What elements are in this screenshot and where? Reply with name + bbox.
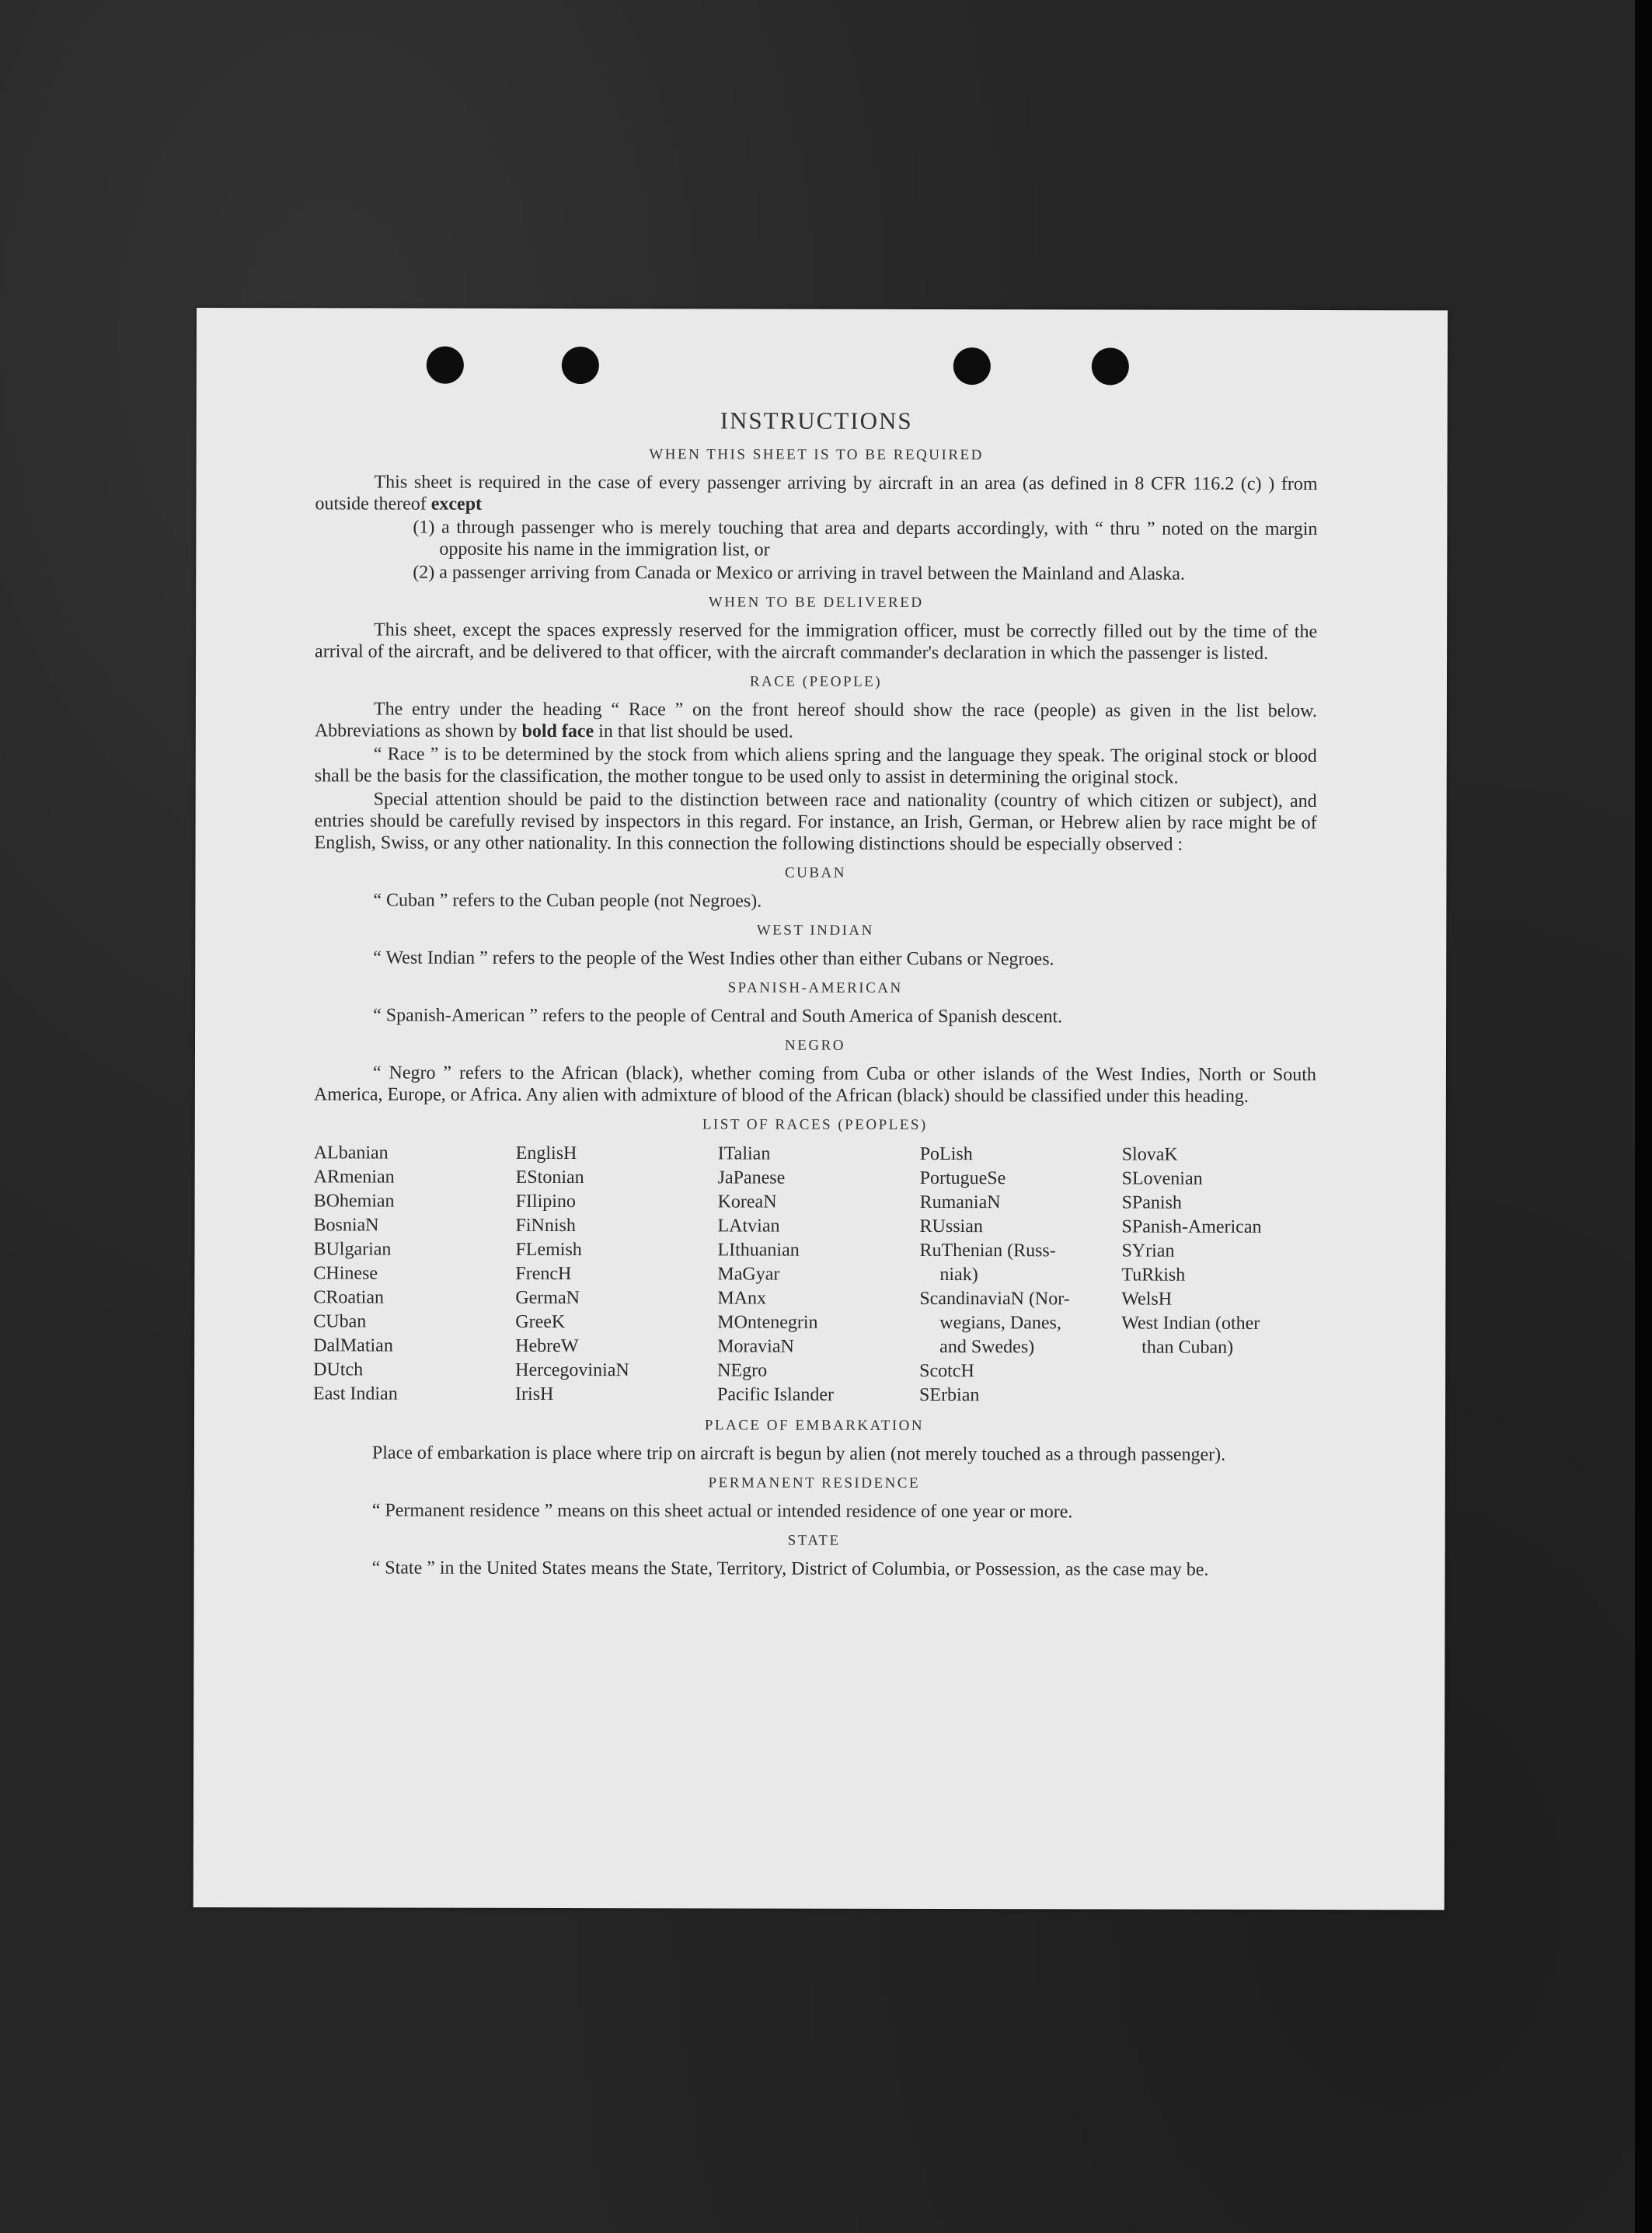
punch-hole	[427, 347, 464, 384]
race-entry: ScandinaviaN (Nor-	[919, 1288, 1070, 1310]
race-entry: Pacific Islander	[717, 1384, 835, 1405]
document-page	[193, 308, 1448, 1910]
races-table	[313, 1141, 1316, 1408]
race-entry: IrisH	[515, 1383, 554, 1404]
race-entry: CRoatian	[313, 1287, 385, 1308]
section-heading-embarkation: PLACE OF EMBARKATION	[704, 1417, 925, 1434]
instructions-body	[313, 406, 1318, 1582]
west-indian-text: “ West Indian ” refers to the people of the West Indies other than either Cubans or Negroes.	[373, 947, 1054, 970]
permanent-residence-text: “ Permanent residence ” means on this sheet actual or intended residence of one year or more.	[371, 1500, 1073, 1523]
race-entry: BosniaN	[313, 1215, 379, 1236]
race-entry: CUban	[313, 1311, 367, 1332]
race-entry: NEgro	[717, 1360, 768, 1381]
race-entry: SPanish	[1121, 1192, 1182, 1213]
section-heading-cuban: CUBAN	[784, 864, 847, 881]
exception-item-1: (1) a through passenger who is merely touching that area and departs accordingly, with “ thru ” noted on the margin opposite his name in the immigration list, or	[413, 517, 1318, 560]
spanish-american-text: “ Spanish-American ” refers to the people of Central and South America of Spanish descent.	[373, 1005, 1063, 1028]
section-heading-list-of-races: LIST OF RACES (PEOPLES)	[702, 1116, 928, 1133]
race-entry: EnglisH	[515, 1143, 577, 1164]
race-entry: CHinese	[313, 1263, 378, 1284]
race-entry: FiNnish	[515, 1215, 576, 1237]
when-required-intro: This sheet is required in the case of every passenger arriving by aircraft in an area (as defined in 8 CFR 116.2 (c) ) from outside thereof except	[315, 472, 1318, 515]
race-entry: LAtvian	[717, 1216, 780, 1237]
races-column-1	[313, 1141, 508, 1407]
races-column-3	[717, 1142, 912, 1408]
race-entry: ITalian	[717, 1143, 771, 1164]
race-entry: West Indian (other	[1121, 1313, 1260, 1334]
section-heading-state: STATE	[787, 1532, 841, 1549]
race-entry: MoraviaN	[717, 1336, 794, 1357]
race-entry: HercegoviniaN	[515, 1359, 629, 1381]
race-entry: ScotcH	[919, 1360, 974, 1382]
section-heading-when-delivered: WHEN TO BE DELIVERED	[708, 594, 924, 611]
race-entry: KoreaN	[717, 1192, 777, 1212]
section-heading-race: RACE (PEOPLE)	[749, 673, 883, 690]
negro-text: “ Negro ” refers to the African (black), whether coming from Cuba or other islands of the West Indies, North or South America, Europe, or Africa. Any alien with admixture of blood of the African (black) should be classified under this heading.	[313, 1062, 1316, 1107]
race-entry: MAnx	[717, 1288, 767, 1309]
section-heading-when-required: WHEN THIS SHEET IS TO BE REQUIRED	[649, 446, 984, 464]
race-entry: DalMatian	[313, 1335, 393, 1356]
race-entry-continued: wegians, Danes,	[939, 1313, 1061, 1334]
race-entry-continued: and Swedes)	[939, 1337, 1035, 1358]
races-column-4	[919, 1143, 1114, 1408]
cuban-text: “ Cuban ” refers to the Cuban people (not Negroes).	[373, 890, 762, 912]
race-entry: GermaN	[515, 1287, 580, 1309]
race-entry: SlovaK	[1121, 1144, 1178, 1165]
race-entry: EStonian	[515, 1167, 584, 1188]
punch-hole	[953, 347, 991, 385]
race-entry: DUtch	[313, 1359, 364, 1380]
punch-hole	[562, 347, 599, 384]
race-entry: TuRkish	[1121, 1265, 1186, 1286]
race-entry: RUssian	[919, 1216, 983, 1237]
section-heading-negro: NEGRO	[785, 1037, 846, 1054]
state-text: “ State ” in the United States means the State, Territory, District of Columbia, or Possession, as the case may be.	[371, 1558, 1209, 1580]
when-delivered-text: This sheet, except the spaces expressly reserved for the immigration officer, must be correctly filled out by the time of the arrival of the aircraft, and be delivered to that officer, with the aircraft commander's declaration in which the passenger is listed.	[315, 619, 1318, 664]
page-title: INSTRUCTIONS	[720, 406, 913, 434]
races-column-2	[515, 1142, 710, 1408]
race-entry: JaPanese	[717, 1167, 786, 1188]
exception-item-2: (2) a passenger arriving from Canada or Mexico or arriving in travel between the Mainland and Alaska.	[413, 562, 1185, 584]
race-paragraph-1: The entry under the heading “ Race ” on the front hereof should show the race (people) as given in the list below. Abbreviations as shown by bold face in that list should be used.	[314, 699, 1317, 742]
race-paragraph-2: “ Race ” is to be determined by the stock from which aliens spring and the language they speak. The original stock or blood shall be the basis for the classification, the mother tongue to be used only to assist in determining the original stock.	[314, 744, 1317, 788]
section-heading-west-indian: WEST INDIAN	[756, 922, 874, 939]
race-entry: BUlgarian	[313, 1239, 392, 1260]
race-entry: WelsH	[1121, 1289, 1173, 1310]
race-entry: East Indian	[313, 1383, 398, 1404]
race-entry: ARmenian	[313, 1167, 395, 1188]
race-paragraph-3: Special attention should be paid to the distinction between race and nationality (country of which citizen or subject), and entries should be carefully revised by inspectors in this regard. For instance, an Irish, German, or Hebrew alien by race might be of English, Swiss, or any other nationality. In this connection the following distinctions should be especially observed :	[314, 789, 1317, 855]
race-entry: ALbanian	[313, 1143, 389, 1164]
race-entry-continued: than Cuban)	[1141, 1337, 1234, 1358]
race-entry: PoLish	[919, 1143, 973, 1165]
race-entry: RumaniaN	[919, 1192, 1001, 1213]
race-entry: MaGyar	[717, 1264, 780, 1285]
bold-face-phrase: bold face	[521, 720, 594, 742]
race-entry: BOhemian	[313, 1191, 395, 1212]
race-entry: SPanish-American	[1121, 1216, 1262, 1237]
race-entry: SLovenian	[1121, 1168, 1203, 1189]
race-entry: MOntenegrin	[717, 1312, 818, 1333]
race-entry: SYrian	[1121, 1240, 1175, 1261]
scan-edge	[1635, 0, 1652, 2233]
race-entry: FIlipino	[515, 1191, 576, 1212]
race-entry: SErbian	[919, 1384, 980, 1406]
section-heading-permanent-residence: PERMANENT RESIDENCE	[708, 1474, 921, 1492]
race-entry: RuThenian (Russ-	[919, 1240, 1056, 1261]
races-column-5	[1121, 1143, 1316, 1408]
race-entry: LIthuanian	[717, 1240, 800, 1261]
except-word: except	[430, 494, 483, 515]
race-entry: HebreW	[515, 1335, 579, 1357]
punch-hole	[1092, 347, 1129, 385]
race-entry: FLemish	[515, 1239, 582, 1261]
embarkation-text: Place of embarkation is place where trip on aircraft is begun by alien (not merely touched as a through passenger).	[371, 1443, 1226, 1465]
race-entry: PortugueSe	[919, 1167, 1006, 1189]
race-entry: GreeK	[515, 1311, 566, 1332]
race-entry: FrencH	[515, 1263, 572, 1285]
section-heading-spanish-american: SPANISH-AMERICAN	[727, 979, 903, 996]
race-entry-continued: niak)	[939, 1265, 978, 1286]
